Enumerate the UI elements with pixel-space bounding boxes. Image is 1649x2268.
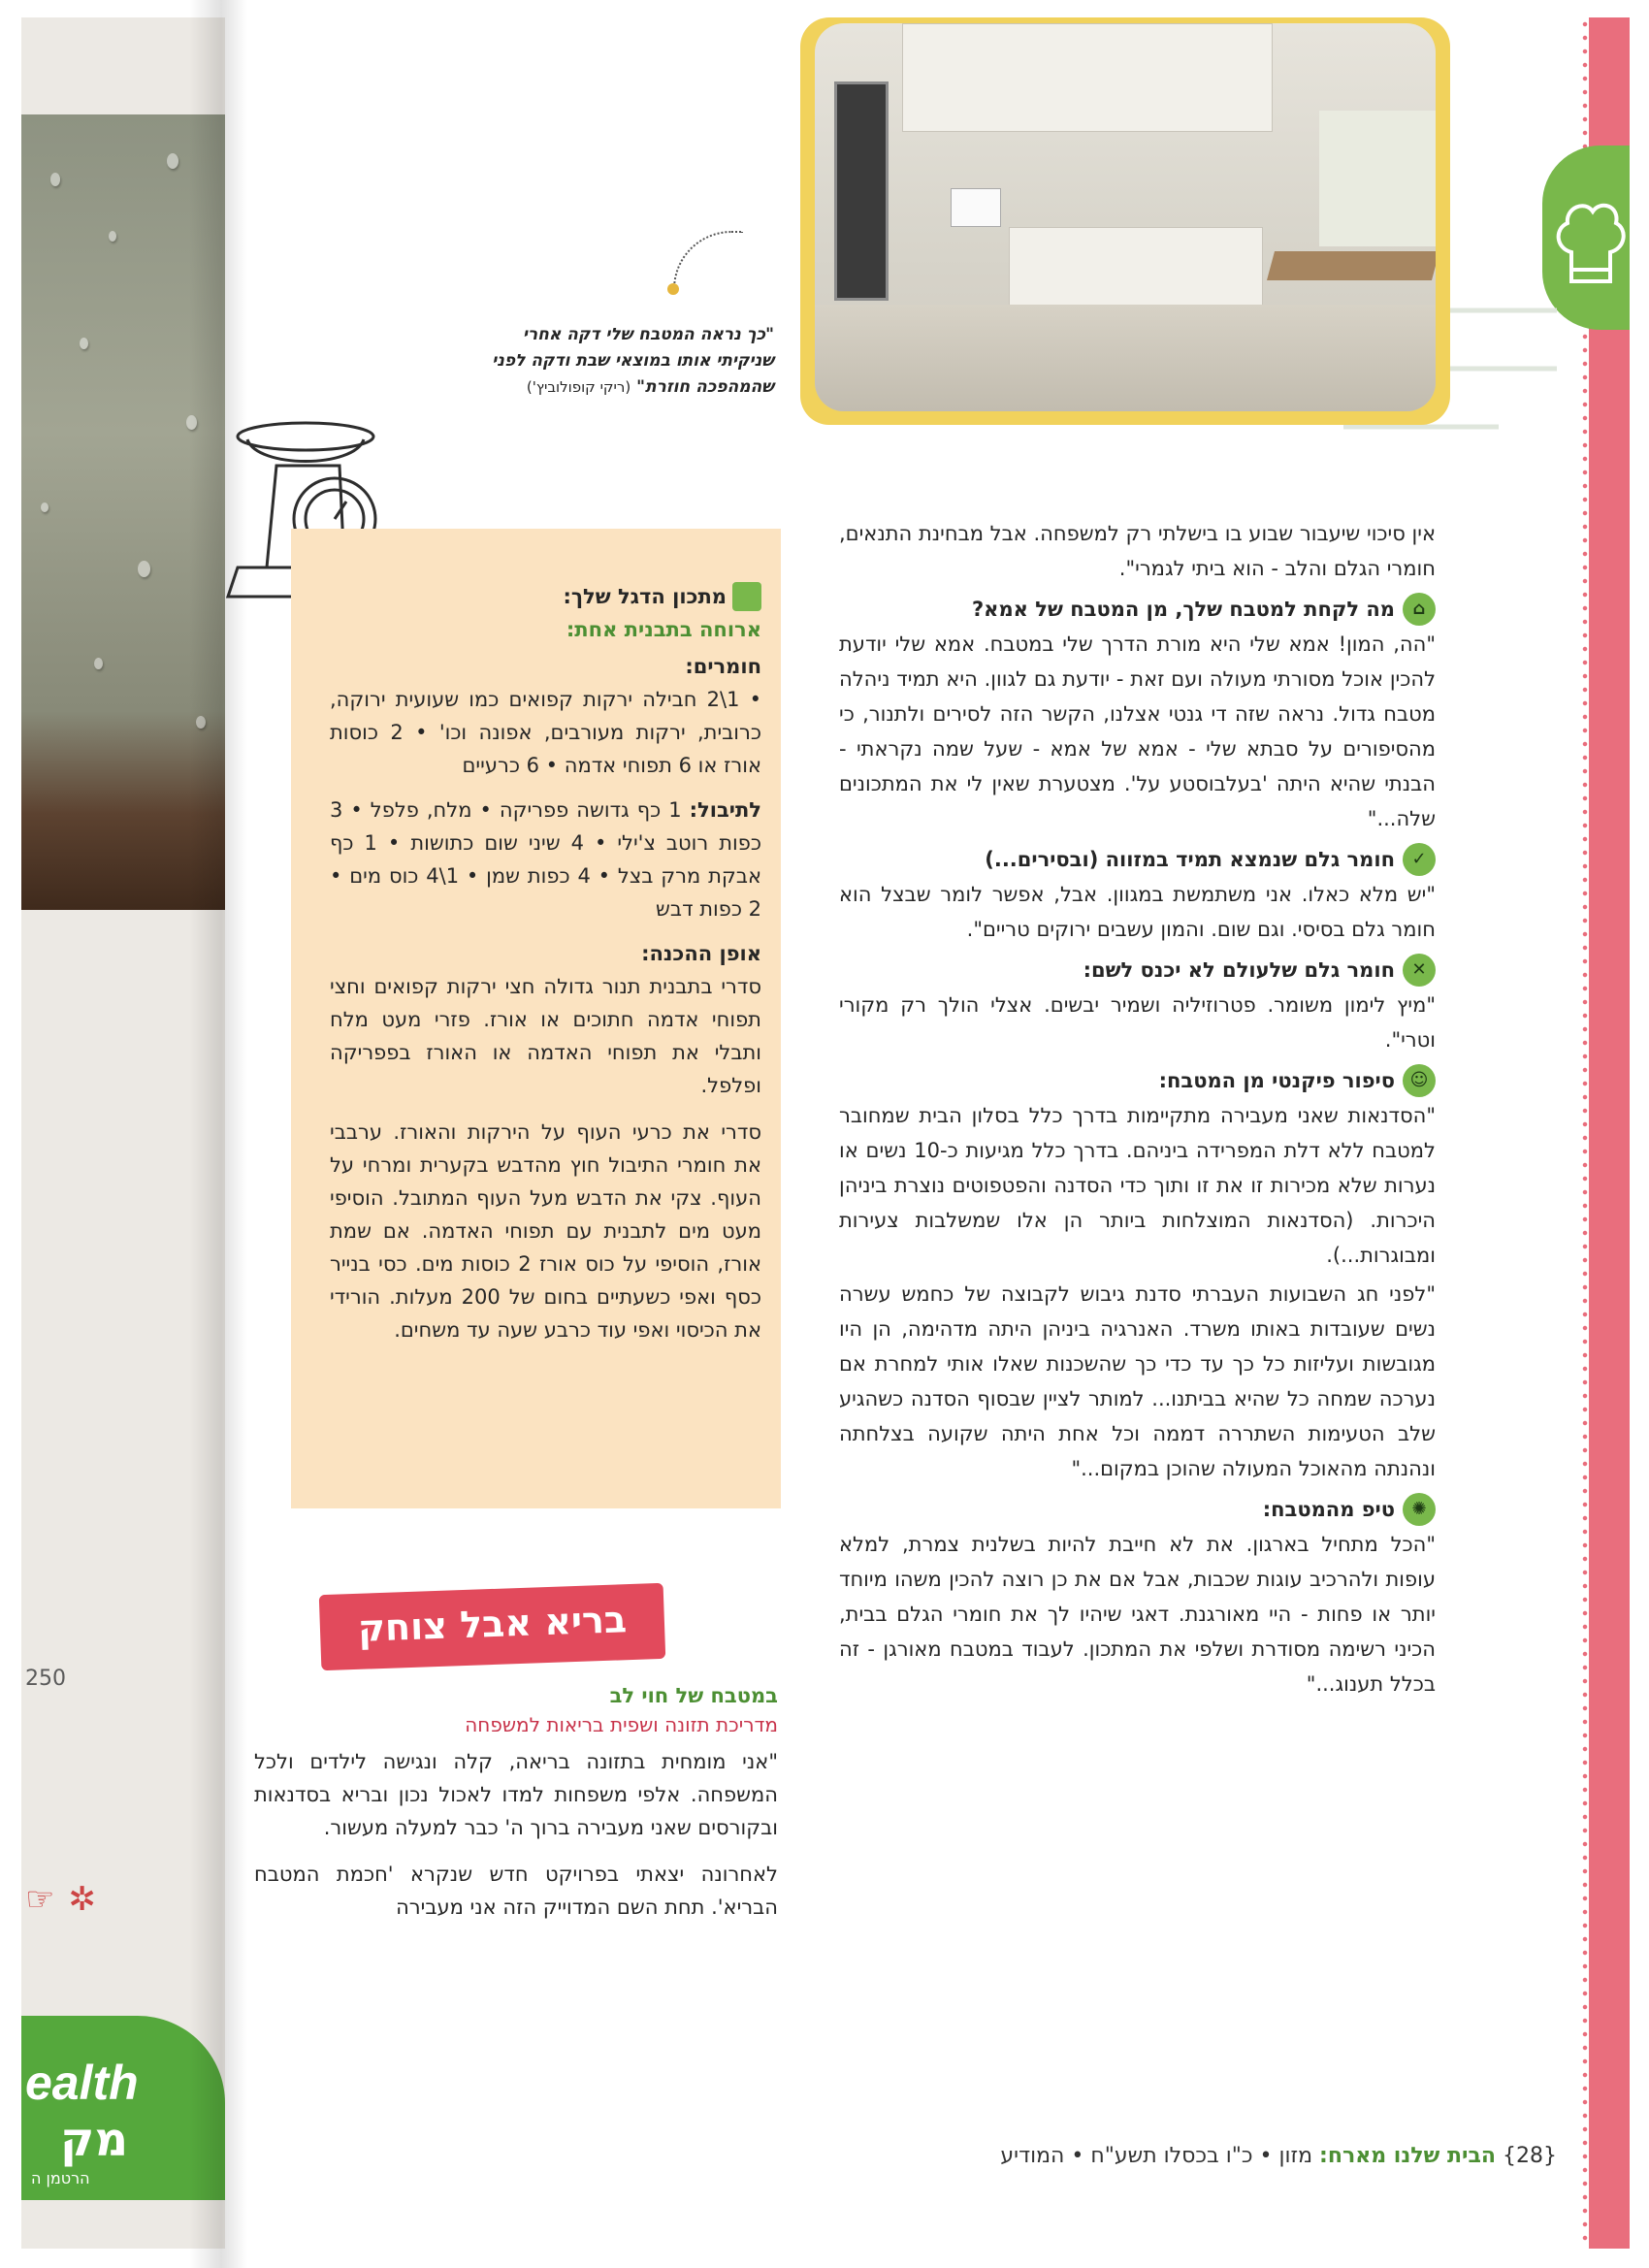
footer-section: הבית שלנו מארח: — [1319, 2144, 1496, 2168]
brand-hebrew: מק — [60, 2113, 129, 2167]
footer-page-number: {28} — [1503, 2144, 1557, 2168]
recipe-title-row — [330, 580, 761, 613]
caption-pointer — [673, 231, 743, 291]
snowflake-icon: ✲ — [68, 1880, 110, 1919]
glove-icon: ☞ — [25, 1880, 69, 1919]
section-heading-mother-kitchen — [839, 592, 1436, 627]
caption-quote: "כך נראה המטבח שלי דקה אחרי שניקיתי אותו במוצאי שבת ודקה לפני שהמהפכה חוזרת" — [492, 325, 774, 397]
promo-heading: במטבח של חוי לב — [609, 1684, 778, 1707]
recipe-box — [330, 580, 761, 1358]
photo-caption — [473, 322, 774, 401]
apron-icon: ⌂ — [1403, 593, 1436, 626]
footer-text: מזון • כ"ו בכסלו תשע"ח • המודיע — [1000, 2144, 1313, 2168]
section-heading-text: מה לקחת למטבח שלך, מן המטבח של אמא? — [972, 598, 1395, 621]
promo-subheading: מדריכת תזונה ושפית בריאות למשפחה — [465, 1713, 778, 1736]
brand-sub: הרטמן ה — [31, 2169, 90, 2187]
section-heading-text: חומר גלם שנמצא תמיד במזווה (ובסירים...) — [985, 848, 1395, 871]
promo-paragraph-2: לאחרונה יצאתי בפרויקט חדש שנקרא 'חכמת המטבח הבריא'. תחת השם המדוייק הזה אני מעבירה — [254, 1863, 778, 1919]
ingredients-text: • 1\2 חבילה ירקות קפואים כמו שעועית ירוקה, כרובית, ירקות מעורבים, אפונה וכו' • 2 כוסות אורז או 6 תפוחי אדמה • 6 כרעיים — [330, 688, 762, 777]
section-heading-kitchen-tip — [839, 1492, 1436, 1527]
check-icon: ✓ — [1403, 843, 1436, 876]
section-body-kitchen-tip: "הכל מתחיל בארגון. את לא חייבת להיות בשלנית צמרת, למלא עופות ולהרכיב עוגות שכבות, אבל אם את כן רוצה להכין משהו מיוחד יותר או פחות - היי מאורגנת. דאגי שיהיו לך את חומרי הגלם בבית, הכיני רשימה מסודרת ושלפי את המתכון. לעבוד במטבח מאורגן - זה בכלל תענוג..." — [839, 1533, 1436, 1696]
section-heading-text: טיפ מהמטבח: — [1262, 1498, 1395, 1521]
section-heading-never-ingredient — [839, 953, 1436, 988]
section-heading-text: חומר גלם שלעולם לא יכנס לשם: — [1083, 958, 1395, 982]
seasoning-label: לתיבול: — [689, 798, 761, 822]
brand-word: ealth — [25, 2056, 139, 2110]
promo-paragraph-1: "אני מומחית בתזונה בריאה, קלה ונגישה לילדים ולכל המשפחה. אלפי משפחות למדו לאכול נכון ובריא בסדנאות ובקורסים שאני מעבירה ברוך ה' כבר למעלה מעשור. — [254, 1750, 778, 1839]
caption-credit: (ריקי קופולוביץ') — [526, 378, 631, 396]
edge-dots — [1581, 17, 1589, 2249]
method-step-2: סדרי את כרעי העוף על הירקות והאורז. ערבבי את חומרי התיבול חוץ מהדבש בקערית ומרחי על העוף. צקי את הדבש מעל העוף המתובל. הוסיפי מעט מים לתבנית עם תפוחי האדמה. אם שמת אורז, הוסיפי על כוס אורז 2 כוסות מים. כסי בנייר כסף ואפי כשעתיים בחום של 200 מעלות. הורידי את הכיסוי ואפי עוד כרבע שעה עד משחים. — [330, 1120, 762, 1342]
edge-strip — [1589, 17, 1630, 2249]
section-heading-kitchen-story — [839, 1063, 1436, 1098]
intro-paragraph: אין סיכוי שיעבור שבוע בו בישלתי רק למשפחה. אבל מבחינת התנאים, חומרי הגלם והלב - הוא ביתי לגמרי". — [839, 522, 1436, 580]
section-heading-text: סיפור פיקנטי מן המטבח: — [1158, 1069, 1395, 1092]
section-body-never-ingredient: "מיץ לימון משומר. פטרוזיליה ושמיר יבשים. אצלי הולך רק מקורי וטרי". — [839, 993, 1436, 1052]
facing-page-icons — [25, 1880, 110, 1919]
interview-column — [839, 516, 1436, 1705]
section-heading-pantry-staple — [839, 842, 1436, 877]
caption-dot — [667, 283, 679, 295]
method-step-1: סדרי בתבנית תנור גדולה חצי ירקות קפואים וחצי תפוחי אדמה חתוכים או אורז. פזרי מעט מלח ותבלי את תפוחי האדמה או האורז בפפריקה ופלפל. — [330, 975, 761, 1097]
seasoning-paragraph — [330, 794, 761, 925]
promo-section — [254, 1681, 778, 1937]
recipe-title: מתכון הדגל שלך: — [563, 585, 727, 608]
section-body-kitchen-story-2: "לפני חג השבועות העברתי סדנת גיבוש לקבוצה של כחמש עשרה נשים שעובדות באותו משרד. האנרגיה ביניהן היתה מדהימה, הן היו מגובשות ועליזות כל כך עד כדי כך שהשכנות שאלו אותי למחרת אם נערכה שמחה כל שהיא בביתנו... למותר לציין שבסוף הסדנה כשהגיע שלב הטעימות השתררה דממה וכל אחת היתה שקועה בצלחתה ונהנתה מהאוכל המעולה שהוכן במקום..." — [839, 1282, 1436, 1480]
recipe-book-icon — [732, 582, 761, 611]
recipe-subtitle: ארוחה בתבנית אחת: — [566, 618, 761, 641]
promo-banner-title: בריא אבל צוחק — [357, 1598, 628, 1650]
method-label: אופן ההכנה: — [641, 942, 761, 965]
ingredients-label: חומרים: — [685, 655, 761, 678]
section-body-pantry-staple: "יש מלא כאלו. אני משתמשת במגוון. אבל, אפשר לומר שבצל הוא חומר גלם בסיסי. וגם שום. והמון עשבים ירוקים טריים". — [839, 883, 1436, 941]
page-gutter-shadow — [189, 0, 247, 2268]
seasoning-text: 1 כף גדושה פפריקה • מלח, פלפל • 3 כפות רוטב צ'ילי • 4 שיני שום כתושות • 1 כף אבקת מרק בצל • 4 כפות שמן • 1\4 כוס מים • 2 כפות דבש — [330, 798, 761, 921]
section-body-kitchen-story: "הסדנאות שאני מעבירה מתקיימות בדרך כלל בסלון הבית שמחובר למטבח ללא דלת המפרידה ביניהם. בדרך כלל מגיעות כ-10 נשים או נערות שלא מכירות זו את זו ותוך כדי הסדנה והפטפוטים נוצרת ביניהן היכרות. (הסדנאות המוצלחות ביותר הן אלו שמשלבות צעירות ומבוגרות...). — [839, 1104, 1436, 1267]
smiley-icon: ☺ — [1403, 1064, 1436, 1097]
kitchen-photo — [815, 23, 1436, 411]
page-footer — [873, 2144, 1557, 2168]
facing-page-number: 250 — [25, 1667, 66, 1691]
section-body-mother-kitchen: "הה, המון! אמא שלי היא מורת הדרך שלי במטבח. אמא שלי יודעת להכין אוכל מסורתי מעולה ועם זאת - יודעת גם לגוון. היא תמיד ניהלה מטבח גדול. נראה שזה די גנטי אצלנו, הקשר הזה לסירים ולתנור, כי מהסיפורים על סבתא שלי - אמא של אמא - שעל שמה נקראתי - הבנתי שהיא היתה 'בעלבוסטע על'. מצטערת שאין לי את המתכונים שלה..." — [839, 632, 1436, 830]
lightbulb-icon: ✺ — [1403, 1493, 1436, 1526]
x-icon: ✕ — [1403, 954, 1436, 987]
